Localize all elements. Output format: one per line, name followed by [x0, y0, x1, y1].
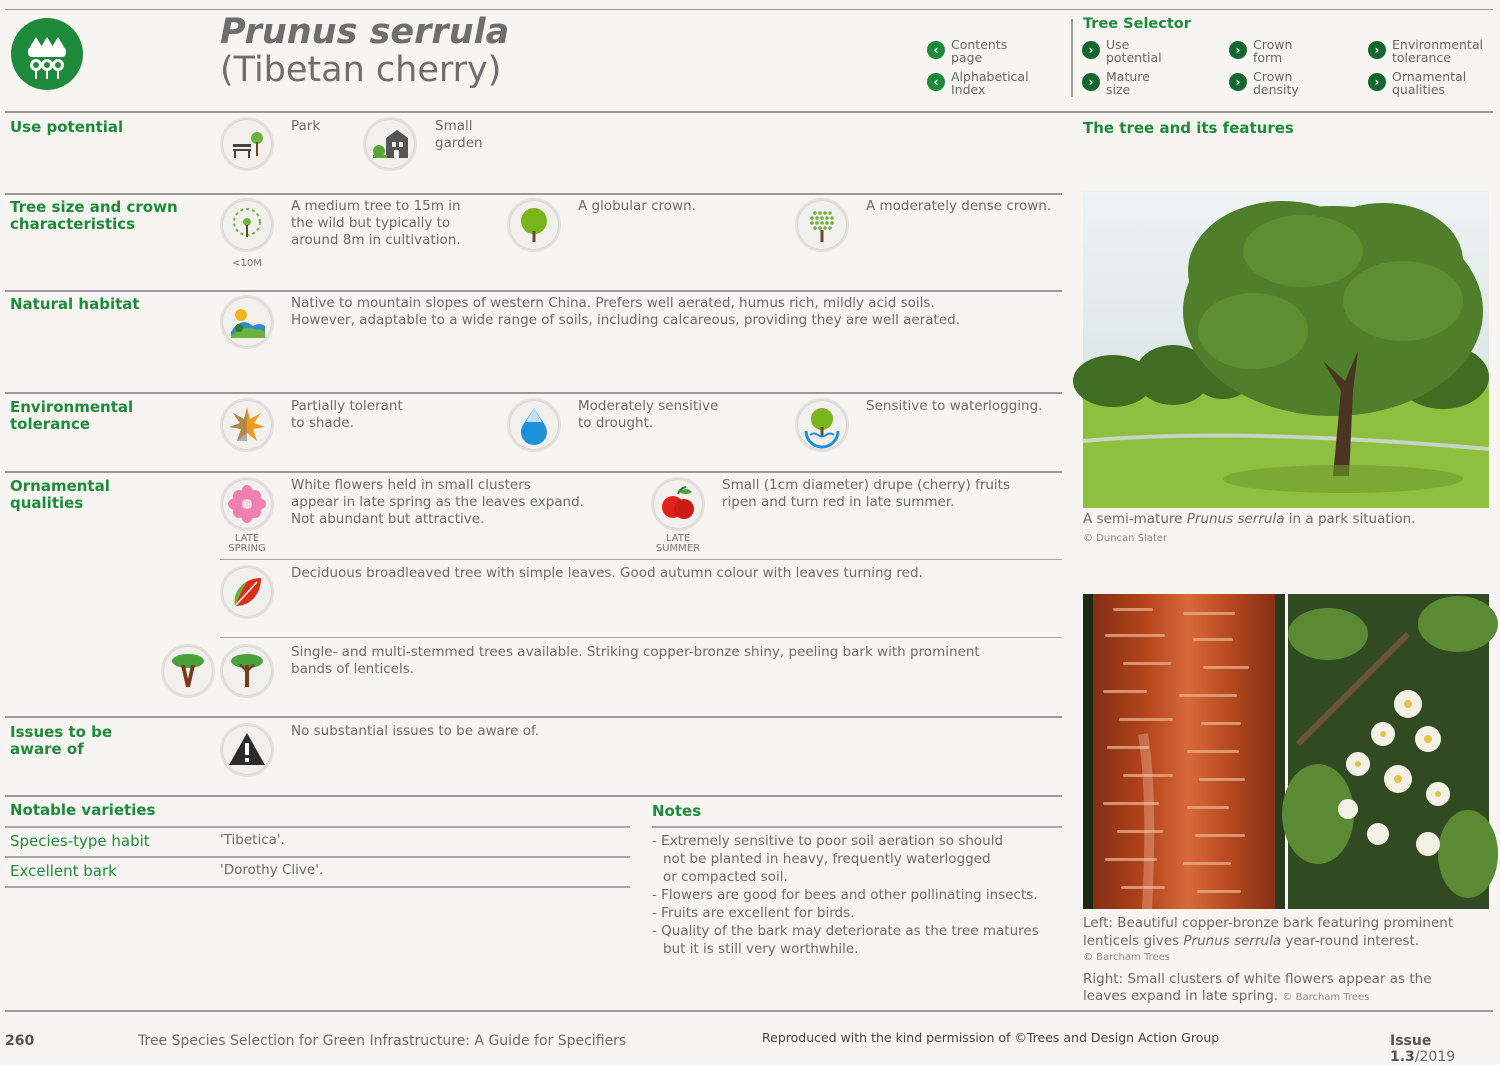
variety-name: Species-type habit [10, 832, 150, 850]
tree-selector-title: Tree Selector [1083, 16, 1191, 32]
habitat-landscape-icon [220, 295, 274, 349]
single-stem-tree-icon [220, 644, 274, 698]
species-latin-title: Prunus serrula [220, 12, 510, 52]
rule-tree-size [5, 193, 1062, 195]
leaf-icon [220, 565, 274, 619]
flower-icon [220, 477, 274, 531]
drought-water-drop-icon [507, 398, 561, 452]
variety-value: 'Dorothy Clive'. [220, 862, 324, 878]
issues-heading: Issues to be aware of [10, 723, 113, 758]
bark-photo-caption: Left: Beautiful copper-bronze bark featuring prominent lenticels gives Prunus serrula year-round interest. [1083, 915, 1454, 949]
crown-form-text: A globular crown. [578, 198, 696, 214]
selector-mature-size-link[interactable]: › Mature size [1082, 70, 1150, 96]
variety-name: Excellent bark [10, 862, 117, 880]
bark-photo-credit: © Barcham Trees [1083, 952, 1170, 963]
note-item: - Fruits are excellent for birds. [652, 905, 855, 921]
rule-variety-1 [5, 826, 630, 828]
park-bench-icon [220, 117, 274, 171]
tree-height-icon [220, 198, 274, 252]
chevron-right-icon: › [1368, 41, 1386, 59]
bark-photo [1083, 594, 1285, 909]
park-tree-photo [1083, 191, 1489, 508]
tree-features-heading: The tree and its features [1083, 119, 1294, 137]
natural-habitat-heading: Natural habitat [10, 295, 140, 313]
issues-text: No substantial issues to be aware of. [291, 723, 540, 739]
notes-list [652, 832, 1067, 958]
selector-crown-form-link[interactable]: › Crown form [1229, 38, 1292, 64]
warning-icon [220, 723, 274, 777]
rule-variety-3 [5, 886, 630, 888]
waterlogging-text: Sensitive to waterlogging. [866, 398, 1043, 414]
book-title: Tree Species Selection for Green Infrastructure: A Guide for Specifiers [138, 1033, 627, 1049]
rule-variety-2 [5, 856, 630, 858]
habitat-text: Native to mountain slopes of western China. Prefers well aerated, humus rich, mildly acid soils. However, adaptable to a wide range of soils, including calcareous, providing they are well aerated. [291, 295, 961, 328]
chevron-left-icon: ‹ [927, 41, 945, 59]
issue-label: Issue 1.3/2019 [1390, 1033, 1456, 1065]
variety-value: 'Tibetica'. [220, 832, 285, 848]
use-park-label: Park [291, 118, 321, 134]
chevron-left-icon: ‹ [927, 73, 945, 91]
note-item: - Quality of the bark may deteriorate as the tree matures but it is still very worthwhile. [652, 923, 1039, 957]
header-rule [5, 111, 1493, 113]
shade-tolerance-icon [220, 398, 274, 452]
tree-size-heading: Tree size and crown characteristics [10, 198, 178, 233]
waterlogging-icon [795, 398, 849, 452]
park-photo-credit: © Duncan Slater [1083, 533, 1168, 544]
chevron-right-icon: › [1082, 73, 1100, 91]
notes-heading: Notes [652, 802, 702, 820]
header-divider [1071, 19, 1073, 97]
selector-environmental-tolerance-link[interactable]: › Environmental tolerance [1368, 38, 1483, 64]
permission-note: Reproduced with the kind permission of ©Trees and Design Action Group [762, 1030, 1220, 1045]
notable-varieties-heading: Notable varieties [10, 801, 156, 819]
globular-crown-icon [507, 198, 561, 252]
crown-density-icon [795, 198, 849, 252]
small-garden-icon [363, 117, 417, 171]
fruit-cherry-icon [651, 477, 705, 531]
flowers-photo-credit: © Barcham Trees [1282, 992, 1370, 1003]
chevron-right-icon: › [1229, 41, 1247, 59]
flowers-photo [1288, 594, 1489, 909]
rule-environmental [5, 392, 1062, 394]
environmental-tolerance-heading: Environmental tolerance [10, 398, 134, 433]
selector-crown-density-link[interactable]: › Crown density [1229, 70, 1299, 96]
flowers-text: White flowers held in small clusters appear in late spring as the leaves expand. Not abundant but attractive. [291, 477, 584, 527]
species-common-title: (Tibetan cherry) [220, 50, 502, 90]
rule-bark [220, 637, 1062, 638]
selector-ornamental-qualities-link[interactable]: › Ornamental qualities [1368, 70, 1466, 96]
leaves-text: Deciduous broadleaved tree with simple leaves. Good autumn colour with leaves turning red. [291, 565, 923, 581]
alphabetical-index-link[interactable]: ‹ Alphabetical Index [927, 70, 1029, 96]
bark-text: Single- and multi-stemmed trees available. Striking copper-bronze shiny, peeling bark with prominent bands of lenticels. [291, 644, 980, 677]
chevron-right-icon: › [1082, 41, 1100, 59]
use-potential-heading: Use potential [10, 118, 124, 136]
trees-logo-icon [10, 17, 84, 91]
flower-season-caption: LATE SPRING [228, 533, 266, 554]
top-rule [5, 9, 1493, 10]
use-garden-label: Small garden [435, 118, 483, 151]
ornamental-qualities-heading: Ornamental qualities [10, 477, 110, 512]
tree-height-caption: <10M [232, 258, 262, 269]
chevron-right-icon: › [1229, 73, 1247, 91]
fruit-season-caption: LATE SUMMER [655, 533, 701, 554]
multi-stem-tree-icon [161, 644, 215, 698]
crown-density-text: A moderately dense crown. [866, 198, 1052, 214]
selector-use-potential-link[interactable]: › Use potential [1082, 38, 1162, 64]
contents-page-link[interactable]: ‹ Contents page [927, 38, 1007, 64]
chevron-right-icon: › [1368, 73, 1386, 91]
drought-text: Moderately sensitive to drought. [578, 398, 719, 431]
park-photo-caption: A semi-mature Prunus serrula in a park situation. [1083, 511, 1416, 527]
fruit-text: Small (1cm diameter) drupe (cherry) fruits ripen and turn red in late summer. [722, 477, 1011, 510]
rule-issues [5, 716, 1062, 718]
page-number: 260 [5, 1033, 35, 1049]
flowers-photo-caption: Right: Small clusters of white flowers appear as the leaves expand in late spring. © Barcham Trees [1083, 971, 1432, 1004]
rule-varieties [5, 795, 1062, 797]
note-item: - Flowers are good for bees and other pollinating insects. [652, 887, 1038, 903]
footer-rule [5, 1010, 1493, 1012]
rule-notes [652, 826, 1062, 828]
note-item: - Extremely sensitive to poor soil aeration so should not be planted in heavy, frequently waterlogged or compacted soil. [652, 833, 1004, 885]
shade-text: Partially tolerant to shade. [291, 398, 403, 431]
tree-size-text: A medium tree to 15m in the wild but typically to around 8m in cultivation. [291, 198, 461, 248]
rule-leaves [220, 559, 1062, 560]
rule-ornamental [5, 471, 1062, 473]
rule-habitat [5, 290, 1062, 292]
